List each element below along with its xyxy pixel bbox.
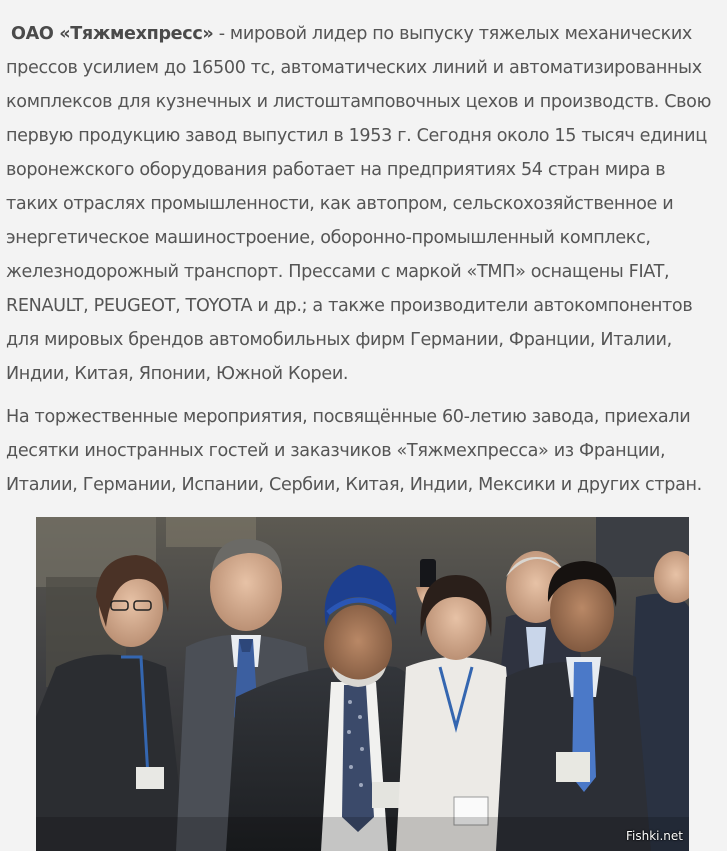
fishki-watermark: Fishki.net [625, 829, 683, 843]
event-photo [36, 517, 689, 851]
event-photo-illustration [36, 517, 689, 851]
paragraph-2: На торжественные мероприятия, посвящённые 60-летию завода, приехали десятки иностранных гостей и заказчиков «Тяжмехпресса» из Франции, Италии, Германии, Испании, Сербии, Китая, Индии, Мексики и других стран. [6, 407, 702, 495]
company-name-lead: ОАО «Тяжмехпресс» [11, 24, 214, 44]
paragraph-1 [6, 17, 718, 391]
paragraph-1-text: - мировой лидер по выпуску тяжелых механических прессов усилием до 16500 тс, автоматических линий и автоматизированных комплексов для кузнечных и листоштамповочных цехов и производств. Свою первую продукцию завод выпустил в 1953 г. Сегодня около 15 тысяч единиц воронежского оборудования работает на предприятиях 54 стран мира в таких отраслях промышленности, как автопром, сельскохозяйственное и энергетическое машиностроение, оборонно-промышленный комплекс, железнодорожный транспорт. Прессами с маркой «ТМП» оснащены FIAT, RENAULT, PEUGEOT, TOYOTA и др.; а также производители автокомпонентов для мировых брендов автомобильных фирм Германии, Франции, Италии, Индии, Китая, Японии, Южной Кореи. [6, 24, 712, 384]
